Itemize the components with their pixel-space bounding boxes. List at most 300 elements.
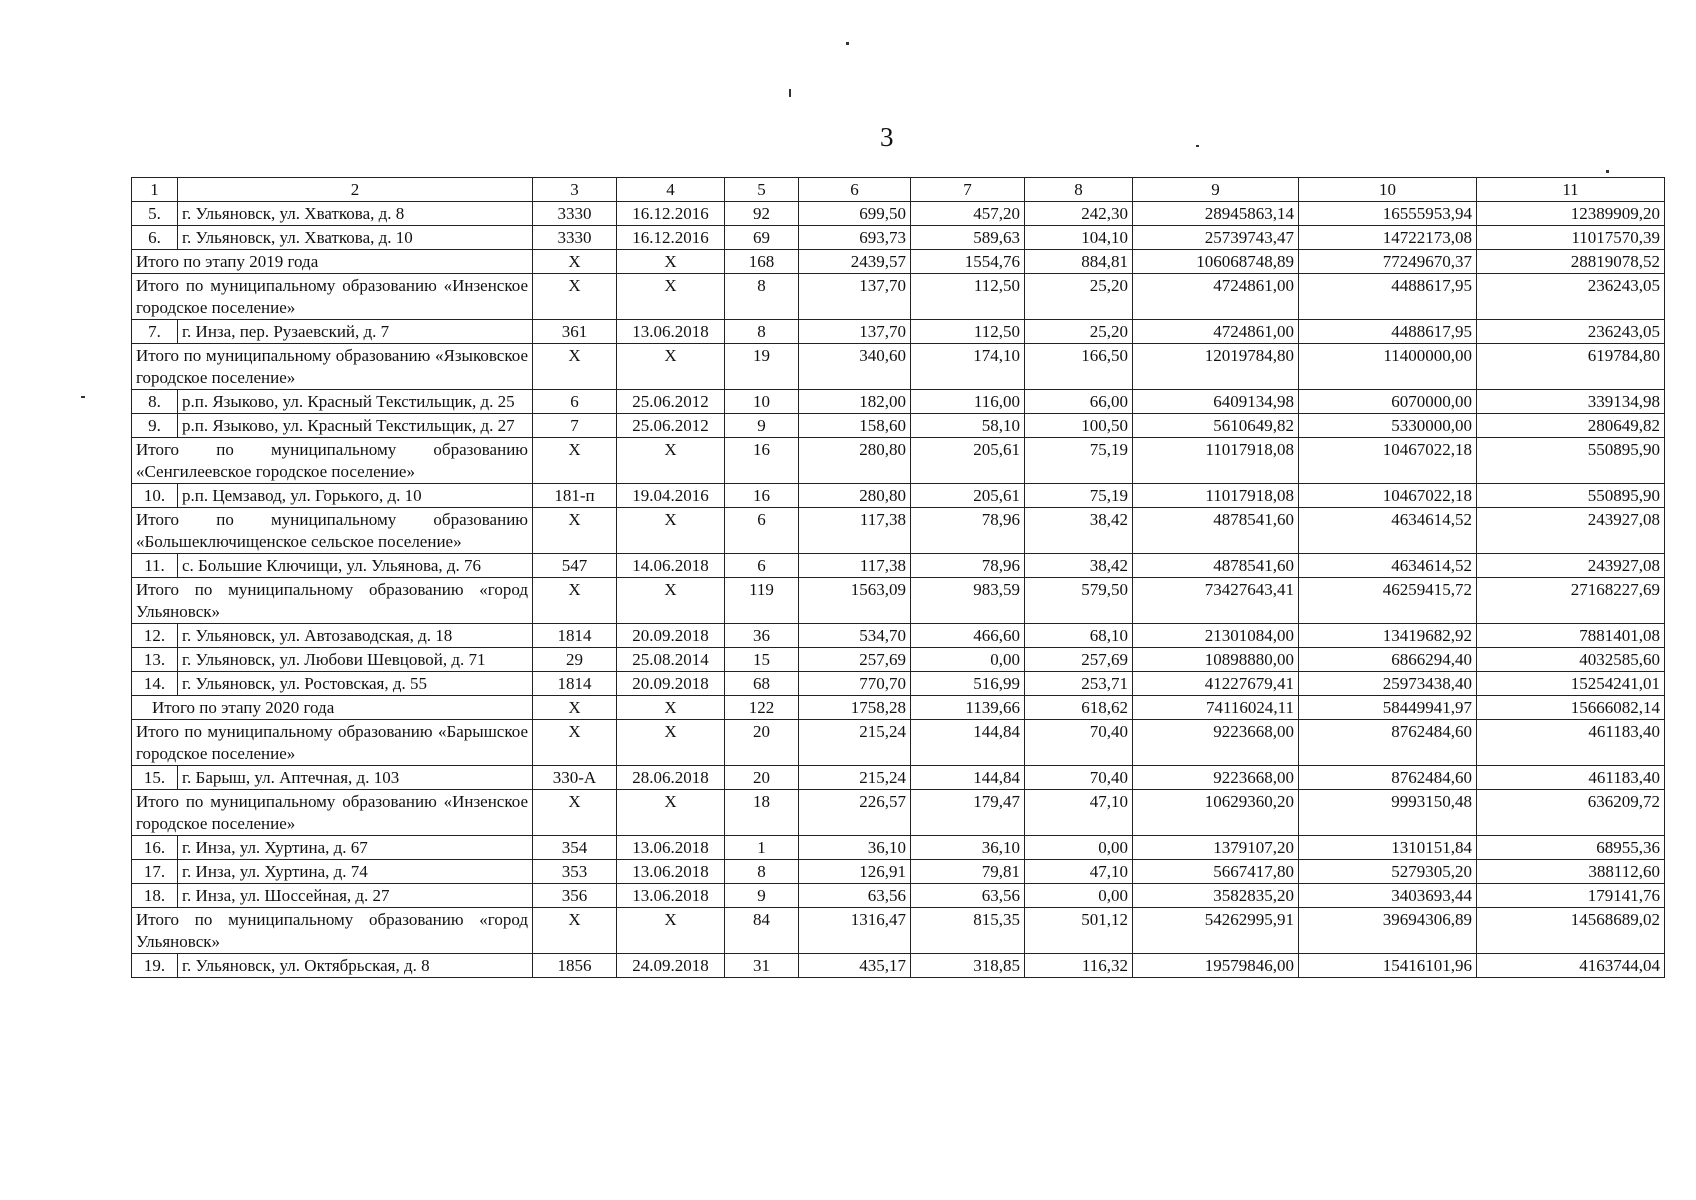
summary-label: Итого по муниципальному образованию «Барышское городское поселение» bbox=[132, 720, 533, 766]
cell-col3: Х bbox=[533, 438, 617, 484]
cell-col4: 28.06.2018 bbox=[617, 766, 725, 790]
cell-col4: 20.09.2018 bbox=[617, 624, 725, 648]
row-number: 15. bbox=[132, 766, 178, 790]
cell-col3: 7 bbox=[533, 414, 617, 438]
cell-col4: 16.12.2016 bbox=[617, 226, 725, 250]
column-number: 5 bbox=[725, 178, 799, 202]
cell-col10: 4488617,95 bbox=[1299, 274, 1477, 320]
cell-col8: 25,20 bbox=[1025, 274, 1133, 320]
cell-col4: Х bbox=[617, 578, 725, 624]
cell-col11: 14568689,02 bbox=[1477, 908, 1665, 954]
cell-col6: 215,24 bbox=[799, 720, 911, 766]
page-number: 3 bbox=[880, 122, 894, 152]
cell-col6: 226,57 bbox=[799, 790, 911, 836]
address-cell: г. Ульяновск, ул. Октябрьская, д. 8 bbox=[178, 954, 533, 978]
cell-col9: 10629360,20 bbox=[1133, 790, 1299, 836]
cell-col4: Х bbox=[617, 790, 725, 836]
cell-col11: 280649,82 bbox=[1477, 414, 1665, 438]
cell-col11: 4032585,60 bbox=[1477, 648, 1665, 672]
cell-col8: 38,42 bbox=[1025, 554, 1133, 578]
cell-col10: 8762484,60 bbox=[1299, 720, 1477, 766]
cell-col6: 126,91 bbox=[799, 860, 911, 884]
address-cell: г. Инза, ул. Хуртина, д. 67 bbox=[178, 836, 533, 860]
cell-col5: 1 bbox=[725, 836, 799, 860]
cell-col8: 166,50 bbox=[1025, 344, 1133, 390]
cell-col11: 4163744,04 bbox=[1477, 954, 1665, 978]
cell-col7: 318,85 bbox=[911, 954, 1025, 978]
table-row bbox=[132, 860, 1665, 884]
cell-col5: 68 bbox=[725, 672, 799, 696]
cell-col7: 457,20 bbox=[911, 202, 1025, 226]
address-cell: р.п. Цемзавод, ул. Горького, д. 10 bbox=[178, 484, 533, 508]
cell-col4: 13.06.2018 bbox=[617, 320, 725, 344]
address-cell: г. Ульяновск, ул. Автозаводская, д. 18 bbox=[178, 624, 533, 648]
row-number: 18. bbox=[132, 884, 178, 908]
cell-col5: 6 bbox=[725, 508, 799, 554]
cell-col6: 1758,28 bbox=[799, 696, 911, 720]
row-number: 10. bbox=[132, 484, 178, 508]
table-row bbox=[132, 554, 1665, 578]
cell-col9: 54262995,91 bbox=[1133, 908, 1299, 954]
cell-col10: 39694306,89 bbox=[1299, 908, 1477, 954]
table-row bbox=[132, 202, 1665, 226]
summary-row bbox=[132, 344, 1665, 390]
cell-col7: 79,81 bbox=[911, 860, 1025, 884]
scan-mark bbox=[846, 42, 849, 45]
summary-label: Итого по муниципальному образованию «город Ульяновск» bbox=[132, 908, 533, 954]
cell-col9: 21301084,00 bbox=[1133, 624, 1299, 648]
cell-col8: 104,10 bbox=[1025, 226, 1133, 250]
cell-col9: 106068748,89 bbox=[1133, 250, 1299, 274]
column-number: 6 bbox=[799, 178, 911, 202]
cell-col3: 356 bbox=[533, 884, 617, 908]
table-row bbox=[132, 226, 1665, 250]
cell-col10: 15416101,96 bbox=[1299, 954, 1477, 978]
column-number: 11 bbox=[1477, 178, 1665, 202]
cell-col7: 815,35 bbox=[911, 908, 1025, 954]
row-number: 8. bbox=[132, 390, 178, 414]
cell-col4: 14.06.2018 bbox=[617, 554, 725, 578]
cell-col11: 388112,60 bbox=[1477, 860, 1665, 884]
cell-col11: 15666082,14 bbox=[1477, 696, 1665, 720]
cell-col8: 884,81 bbox=[1025, 250, 1133, 274]
cell-col10: 4634614,52 bbox=[1299, 554, 1477, 578]
column-number: 7 bbox=[911, 178, 1025, 202]
cell-col4: 25.06.2012 bbox=[617, 390, 725, 414]
cell-col6: 257,69 bbox=[799, 648, 911, 672]
cell-col7: 179,47 bbox=[911, 790, 1025, 836]
cell-col7: 983,59 bbox=[911, 578, 1025, 624]
cell-col5: 18 bbox=[725, 790, 799, 836]
table-row bbox=[132, 414, 1665, 438]
cell-col3: Х bbox=[533, 344, 617, 390]
table-row bbox=[132, 884, 1665, 908]
cell-col9: 41227679,41 bbox=[1133, 672, 1299, 696]
cell-col5: 9 bbox=[725, 414, 799, 438]
cell-col4: 20.09.2018 bbox=[617, 672, 725, 696]
cell-col10: 5279305,20 bbox=[1299, 860, 1477, 884]
cell-col7: 516,99 bbox=[911, 672, 1025, 696]
cell-col3: 6 bbox=[533, 390, 617, 414]
row-number: 14. bbox=[132, 672, 178, 696]
cell-col9: 12019784,80 bbox=[1133, 344, 1299, 390]
cell-col11: 27168227,69 bbox=[1477, 578, 1665, 624]
cell-col11: 11017570,39 bbox=[1477, 226, 1665, 250]
cell-col5: 20 bbox=[725, 720, 799, 766]
cell-col10: 3403693,44 bbox=[1299, 884, 1477, 908]
cell-col4: 25.08.2014 bbox=[617, 648, 725, 672]
cell-col4: 19.04.2016 bbox=[617, 484, 725, 508]
scan-mark bbox=[1196, 145, 1199, 147]
cell-col5: 10 bbox=[725, 390, 799, 414]
address-cell: с. Большие Ключищи, ул. Ульянова, д. 76 bbox=[178, 554, 533, 578]
cell-col10: 8762484,60 bbox=[1299, 766, 1477, 790]
column-number: 4 bbox=[617, 178, 725, 202]
summary-row bbox=[132, 696, 1665, 720]
cell-col7: 116,00 bbox=[911, 390, 1025, 414]
cell-col7: 205,61 bbox=[911, 484, 1025, 508]
cell-col9: 4878541,60 bbox=[1133, 554, 1299, 578]
cell-col3: 1814 bbox=[533, 672, 617, 696]
cell-col5: 168 bbox=[725, 250, 799, 274]
cell-col9: 3582835,20 bbox=[1133, 884, 1299, 908]
cell-col9: 1379107,20 bbox=[1133, 836, 1299, 860]
cell-col10: 6866294,40 bbox=[1299, 648, 1477, 672]
cell-col9: 9223668,00 bbox=[1133, 720, 1299, 766]
cell-col3: Х bbox=[533, 274, 617, 320]
cell-col3: 1856 bbox=[533, 954, 617, 978]
cell-col7: 0,00 bbox=[911, 648, 1025, 672]
cell-col8: 47,10 bbox=[1025, 860, 1133, 884]
column-number-row bbox=[132, 178, 1665, 202]
table-row bbox=[132, 672, 1665, 696]
cell-col5: 16 bbox=[725, 438, 799, 484]
table-row bbox=[132, 648, 1665, 672]
cell-col6: 1563,09 bbox=[799, 578, 911, 624]
cell-col6: 158,60 bbox=[799, 414, 911, 438]
cell-col5: 31 bbox=[725, 954, 799, 978]
cell-col4: Х bbox=[617, 720, 725, 766]
cell-col4: Х bbox=[617, 508, 725, 554]
cell-col10: 46259415,72 bbox=[1299, 578, 1477, 624]
cell-col7: 58,10 bbox=[911, 414, 1025, 438]
row-number: 7. bbox=[132, 320, 178, 344]
cell-col6: 36,10 bbox=[799, 836, 911, 860]
cell-col10: 5330000,00 bbox=[1299, 414, 1477, 438]
summary-row bbox=[132, 908, 1665, 954]
summary-row bbox=[132, 508, 1665, 554]
cell-col5: 8 bbox=[725, 860, 799, 884]
cell-col8: 501,12 bbox=[1025, 908, 1133, 954]
cell-col5: 84 bbox=[725, 908, 799, 954]
cell-col11: 236243,05 bbox=[1477, 274, 1665, 320]
cell-col7: 63,56 bbox=[911, 884, 1025, 908]
address-cell: г. Инза, пер. Рузаевский, д. 7 bbox=[178, 320, 533, 344]
column-number: 9 bbox=[1133, 178, 1299, 202]
cell-col3: 353 bbox=[533, 860, 617, 884]
cell-col4: Х bbox=[617, 344, 725, 390]
cell-col3: 3330 bbox=[533, 202, 617, 226]
cell-col11: 12389909,20 bbox=[1477, 202, 1665, 226]
cell-col10: 11400000,00 bbox=[1299, 344, 1477, 390]
cell-col10: 4634614,52 bbox=[1299, 508, 1477, 554]
summary-label: Итого по муниципальному образованию «город Ульяновск» bbox=[132, 578, 533, 624]
address-cell: г. Инза, ул. Хуртина, д. 74 bbox=[178, 860, 533, 884]
summary-row bbox=[132, 720, 1665, 766]
row-number: 9. bbox=[132, 414, 178, 438]
cell-col10: 77249670,37 bbox=[1299, 250, 1477, 274]
table-row bbox=[132, 320, 1665, 344]
cell-col11: 636209,72 bbox=[1477, 790, 1665, 836]
summary-row bbox=[132, 274, 1665, 320]
scan-mark bbox=[81, 396, 85, 398]
summary-row bbox=[132, 250, 1665, 274]
cell-col11: 243927,08 bbox=[1477, 554, 1665, 578]
cell-col11: 7881401,08 bbox=[1477, 624, 1665, 648]
cell-col3: Х bbox=[533, 578, 617, 624]
cell-col6: 435,17 bbox=[799, 954, 911, 978]
summary-row bbox=[132, 578, 1665, 624]
cell-col8: 70,40 bbox=[1025, 766, 1133, 790]
cell-col6: 280,80 bbox=[799, 484, 911, 508]
cell-col10: 10467022,18 bbox=[1299, 438, 1477, 484]
cell-col9: 19579846,00 bbox=[1133, 954, 1299, 978]
address-cell: р.п. Языково, ул. Красный Текстильщик, д. 27 bbox=[178, 414, 533, 438]
cell-col3: Х bbox=[533, 696, 617, 720]
cell-col9: 74116024,11 bbox=[1133, 696, 1299, 720]
cell-col8: 253,71 bbox=[1025, 672, 1133, 696]
cell-col8: 579,50 bbox=[1025, 578, 1133, 624]
cell-col8: 66,00 bbox=[1025, 390, 1133, 414]
summary-label: Итого по этапу 2020 года bbox=[132, 696, 533, 720]
cell-col4: 24.09.2018 bbox=[617, 954, 725, 978]
cell-col8: 0,00 bbox=[1025, 884, 1133, 908]
cell-col10: 13419682,92 bbox=[1299, 624, 1477, 648]
cell-col10: 16555953,94 bbox=[1299, 202, 1477, 226]
cell-col6: 215,24 bbox=[799, 766, 911, 790]
cell-col3: Х bbox=[533, 790, 617, 836]
cell-col9: 28945863,14 bbox=[1133, 202, 1299, 226]
cell-col3: Х bbox=[533, 508, 617, 554]
row-number: 13. bbox=[132, 648, 178, 672]
cell-col4: 13.06.2018 bbox=[617, 884, 725, 908]
cell-col7: 144,84 bbox=[911, 720, 1025, 766]
row-number: 5. bbox=[132, 202, 178, 226]
summary-label: Итого по муниципальному образованию «Сенгилеевское городское поселение» bbox=[132, 438, 533, 484]
cell-col5: 119 bbox=[725, 578, 799, 624]
cell-col8: 618,62 bbox=[1025, 696, 1133, 720]
cell-col5: 15 bbox=[725, 648, 799, 672]
cell-col7: 589,63 bbox=[911, 226, 1025, 250]
column-number: 10 bbox=[1299, 178, 1477, 202]
summary-row bbox=[132, 438, 1665, 484]
row-number: 19. bbox=[132, 954, 178, 978]
cell-col9: 4724861,00 bbox=[1133, 274, 1299, 320]
cell-col4: 25.06.2012 bbox=[617, 414, 725, 438]
cell-col9: 5610649,82 bbox=[1133, 414, 1299, 438]
cell-col11: 236243,05 bbox=[1477, 320, 1665, 344]
cell-col6: 63,56 bbox=[799, 884, 911, 908]
cell-col9: 25739743,47 bbox=[1133, 226, 1299, 250]
cell-col5: 69 bbox=[725, 226, 799, 250]
table-row bbox=[132, 484, 1665, 508]
row-number: 12. bbox=[132, 624, 178, 648]
cell-col6: 693,73 bbox=[799, 226, 911, 250]
cell-col6: 117,38 bbox=[799, 508, 911, 554]
cell-col3: 1814 bbox=[533, 624, 617, 648]
row-number: 11. bbox=[132, 554, 178, 578]
column-number: 8 bbox=[1025, 178, 1133, 202]
cell-col6: 182,00 bbox=[799, 390, 911, 414]
cell-col8: 100,50 bbox=[1025, 414, 1133, 438]
address-cell: г. Ульяновск, ул. Хваткова, д. 10 bbox=[178, 226, 533, 250]
cell-col6: 280,80 bbox=[799, 438, 911, 484]
cell-col8: 0,00 bbox=[1025, 836, 1133, 860]
cell-col7: 1554,76 bbox=[911, 250, 1025, 274]
summary-row bbox=[132, 790, 1665, 836]
cell-col6: 137,70 bbox=[799, 320, 911, 344]
cell-col4: 13.06.2018 bbox=[617, 836, 725, 860]
data-table bbox=[131, 177, 1665, 978]
summary-label: Итого по муниципальному образованию «Инзенское городское поселение» bbox=[132, 274, 533, 320]
cell-col7: 36,10 bbox=[911, 836, 1025, 860]
cell-col3: 547 bbox=[533, 554, 617, 578]
cell-col4: 16.12.2016 bbox=[617, 202, 725, 226]
cell-col11: 339134,98 bbox=[1477, 390, 1665, 414]
table-row bbox=[132, 390, 1665, 414]
cell-col4: Х bbox=[617, 696, 725, 720]
cell-col5: 8 bbox=[725, 320, 799, 344]
table-row bbox=[132, 836, 1665, 860]
cell-col9: 10898880,00 bbox=[1133, 648, 1299, 672]
cell-col7: 112,50 bbox=[911, 320, 1025, 344]
cell-col11: 179141,76 bbox=[1477, 884, 1665, 908]
address-cell: г. Инза, ул. Шоссейная, д. 27 bbox=[178, 884, 533, 908]
cell-col4: Х bbox=[617, 274, 725, 320]
row-number: 17. bbox=[132, 860, 178, 884]
cell-col11: 461183,40 bbox=[1477, 720, 1665, 766]
cell-col9: 4724861,00 bbox=[1133, 320, 1299, 344]
table-row bbox=[132, 766, 1665, 790]
cell-col8: 75,19 bbox=[1025, 484, 1133, 508]
cell-col8: 68,10 bbox=[1025, 624, 1133, 648]
cell-col3: 181-п bbox=[533, 484, 617, 508]
cell-col5: 6 bbox=[725, 554, 799, 578]
row-number: 6. bbox=[132, 226, 178, 250]
cell-col7: 1139,66 bbox=[911, 696, 1025, 720]
cell-col4: Х bbox=[617, 250, 725, 274]
cell-col3: 330-А bbox=[533, 766, 617, 790]
cell-col8: 70,40 bbox=[1025, 720, 1133, 766]
cell-col9: 11017918,08 bbox=[1133, 484, 1299, 508]
cell-col11: 619784,80 bbox=[1477, 344, 1665, 390]
cell-col5: 36 bbox=[725, 624, 799, 648]
cell-col7: 78,96 bbox=[911, 554, 1025, 578]
address-cell: г. Барыш, ул. Аптечная, д. 103 bbox=[178, 766, 533, 790]
cell-col9: 6409134,98 bbox=[1133, 390, 1299, 414]
address-cell: р.п. Языково, ул. Красный Текстильщик, д. 25 bbox=[178, 390, 533, 414]
column-number: 1 bbox=[132, 178, 178, 202]
cell-col3: Х bbox=[533, 250, 617, 274]
cell-col3: Х bbox=[533, 720, 617, 766]
scan-mark bbox=[789, 89, 791, 97]
cell-col6: 699,50 bbox=[799, 202, 911, 226]
cell-col4: Х bbox=[617, 438, 725, 484]
cell-col5: 20 bbox=[725, 766, 799, 790]
cell-col10: 1310151,84 bbox=[1299, 836, 1477, 860]
cell-col11: 461183,40 bbox=[1477, 766, 1665, 790]
cell-col6: 117,38 bbox=[799, 554, 911, 578]
cell-col6: 770,70 bbox=[799, 672, 911, 696]
summary-label: Итого по этапу 2019 года bbox=[132, 250, 533, 274]
cell-col8: 75,19 bbox=[1025, 438, 1133, 484]
cell-col3: 3330 bbox=[533, 226, 617, 250]
cell-col9: 9223668,00 bbox=[1133, 766, 1299, 790]
cell-col7: 144,84 bbox=[911, 766, 1025, 790]
cell-col6: 534,70 bbox=[799, 624, 911, 648]
cell-col11: 243927,08 bbox=[1477, 508, 1665, 554]
cell-col3: 361 bbox=[533, 320, 617, 344]
column-number: 3 bbox=[533, 178, 617, 202]
cell-col10: 25973438,40 bbox=[1299, 672, 1477, 696]
table-row bbox=[132, 624, 1665, 648]
cell-col5: 122 bbox=[725, 696, 799, 720]
cell-col8: 47,10 bbox=[1025, 790, 1133, 836]
address-cell: г. Ульяновск, ул. Ростовская, д. 55 bbox=[178, 672, 533, 696]
address-cell: г. Ульяновск, ул. Любови Шевцовой, д. 71 bbox=[178, 648, 533, 672]
cell-col5: 16 bbox=[725, 484, 799, 508]
cell-col5: 92 bbox=[725, 202, 799, 226]
cell-col9: 5667417,80 bbox=[1133, 860, 1299, 884]
cell-col7: 205,61 bbox=[911, 438, 1025, 484]
cell-col9: 73427643,41 bbox=[1133, 578, 1299, 624]
cell-col4: 13.06.2018 bbox=[617, 860, 725, 884]
cell-col7: 78,96 bbox=[911, 508, 1025, 554]
cell-col6: 1316,47 bbox=[799, 908, 911, 954]
column-number: 2 bbox=[178, 178, 533, 202]
cell-col8: 25,20 bbox=[1025, 320, 1133, 344]
cell-col7: 112,50 bbox=[911, 274, 1025, 320]
cell-col8: 38,42 bbox=[1025, 508, 1133, 554]
cell-col11: 28819078,52 bbox=[1477, 250, 1665, 274]
summary-label: Итого по муниципальному образованию «Инзенское городское поселение» bbox=[132, 790, 533, 836]
row-number: 16. bbox=[132, 836, 178, 860]
cell-col5: 9 bbox=[725, 884, 799, 908]
cell-col8: 257,69 bbox=[1025, 648, 1133, 672]
cell-col7: 174,10 bbox=[911, 344, 1025, 390]
table-row bbox=[132, 954, 1665, 978]
address-cell: г. Ульяновск, ул. Хваткова, д. 8 bbox=[178, 202, 533, 226]
cell-col11: 68955,36 bbox=[1477, 836, 1665, 860]
cell-col7: 466,60 bbox=[911, 624, 1025, 648]
cell-col10: 6070000,00 bbox=[1299, 390, 1477, 414]
cell-col6: 340,60 bbox=[799, 344, 911, 390]
cell-col3: Х bbox=[533, 908, 617, 954]
cell-col8: 242,30 bbox=[1025, 202, 1133, 226]
cell-col5: 19 bbox=[725, 344, 799, 390]
cell-col10: 14722173,08 bbox=[1299, 226, 1477, 250]
summary-label: Итого по муниципальному образованию «Большеключищенское сельское поселение» bbox=[132, 508, 533, 554]
cell-col10: 4488617,95 bbox=[1299, 320, 1477, 344]
summary-label: Итого по муниципальному образованию «Языковское городское поселение» bbox=[132, 344, 533, 390]
scan-mark bbox=[1606, 170, 1609, 173]
cell-col11: 550895,90 bbox=[1477, 438, 1665, 484]
cell-col11: 550895,90 bbox=[1477, 484, 1665, 508]
cell-col4: Х bbox=[617, 908, 725, 954]
cell-col10: 10467022,18 bbox=[1299, 484, 1477, 508]
cell-col6: 2439,57 bbox=[799, 250, 911, 274]
cell-col10: 9993150,48 bbox=[1299, 790, 1477, 836]
